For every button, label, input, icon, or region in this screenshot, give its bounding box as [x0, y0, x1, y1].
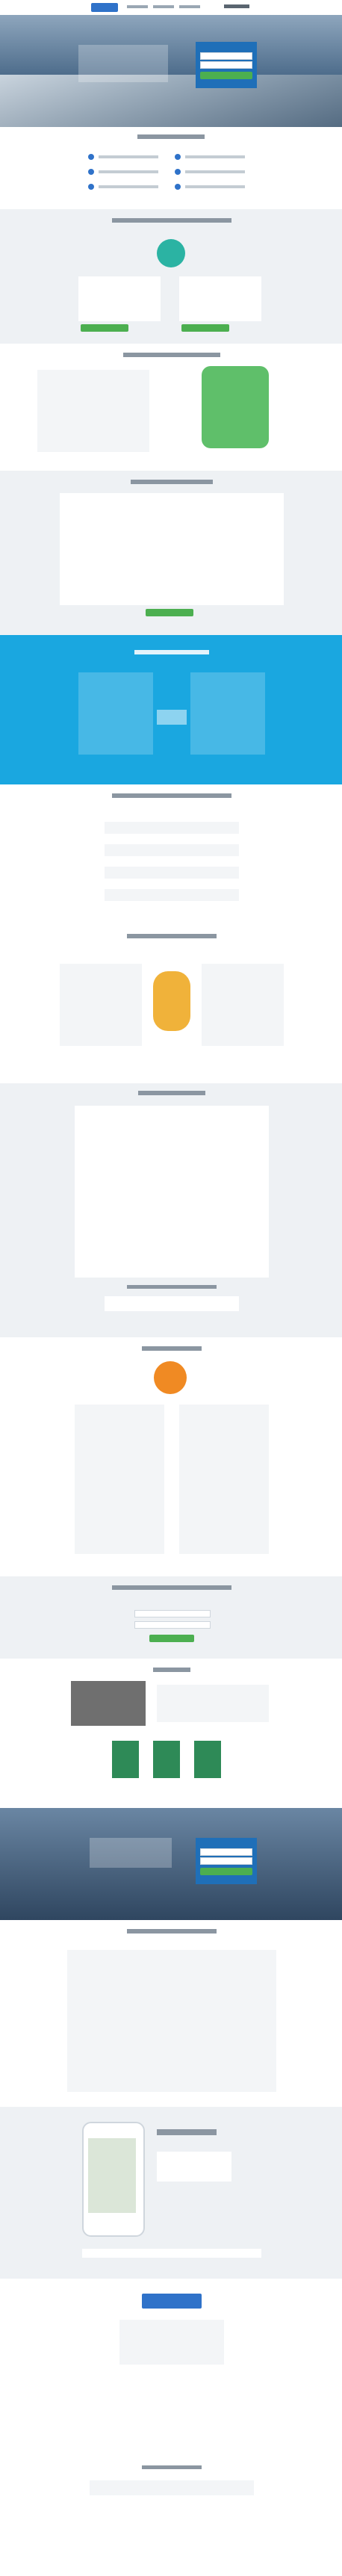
cost-section	[0, 1337, 342, 1576]
section-title	[138, 1091, 205, 1095]
cta-form	[196, 1838, 257, 1884]
certificate	[153, 1741, 180, 1778]
scheme-button[interactable]	[146, 609, 193, 616]
solution-icon	[157, 239, 185, 267]
process-section	[0, 784, 342, 926]
service-text	[99, 155, 158, 158]
logo[interactable]	[91, 3, 118, 12]
nav-link[interactable]	[127, 5, 148, 8]
consultation-section	[0, 1576, 342, 1659]
cost-column	[179, 1405, 269, 1554]
section-title	[112, 793, 231, 798]
social-icons	[82, 2249, 261, 2258]
footer	[0, 2279, 342, 2576]
solutions-section	[0, 209, 342, 344]
service-text	[185, 185, 245, 188]
solution-column	[78, 276, 161, 321]
solution-button[interactable]	[181, 324, 229, 332]
cost-column	[75, 1405, 164, 1554]
partners-title	[127, 1285, 217, 1289]
process-step	[105, 889, 239, 901]
cta-name-field[interactable]	[200, 1848, 252, 1856]
hero-mountains	[0, 75, 342, 127]
section-title	[134, 650, 209, 654]
service-text	[99, 185, 158, 188]
team-photo	[71, 1681, 146, 1726]
partners-logos	[105, 1296, 239, 1311]
result-list-right	[190, 672, 265, 755]
top-nav	[0, 0, 342, 16]
phone-field[interactable]	[200, 61, 252, 69]
section-title	[142, 1346, 202, 1351]
scheme-section	[0, 471, 342, 635]
cta-phone-field[interactable]	[200, 1857, 252, 1865]
services-section	[0, 127, 342, 209]
cta-submit-button[interactable]	[200, 1868, 252, 1875]
contacts-info	[157, 2152, 231, 2182]
process-step	[105, 844, 239, 856]
coin-icon	[154, 1361, 187, 1394]
risk-illustration	[153, 971, 190, 1031]
service-icon	[175, 154, 181, 160]
certificate	[112, 1741, 139, 1778]
consult-phone-field[interactable]	[134, 1621, 211, 1629]
risk-list-left	[60, 964, 142, 1046]
service-icon	[175, 169, 181, 175]
cta-section	[0, 1808, 342, 1920]
advantages-section	[0, 1083, 342, 1337]
section-title	[127, 934, 217, 938]
scheme-diagram	[60, 493, 284, 605]
section-title	[153, 1668, 190, 1672]
nav-link[interactable]	[179, 5, 200, 8]
partners-title	[142, 2465, 202, 2469]
footer-text	[119, 2320, 224, 2365]
phone-illustration	[202, 366, 269, 448]
advantage-grid	[75, 1106, 269, 1278]
section-title	[112, 1585, 231, 1590]
paper-plane-icon	[157, 710, 187, 725]
section-title	[112, 218, 231, 223]
result-section	[0, 635, 342, 784]
solution-column	[179, 276, 261, 321]
solution-button[interactable]	[81, 324, 128, 332]
requirements-list	[37, 370, 149, 452]
faq-grid	[67, 1950, 276, 2092]
section-title	[127, 1929, 217, 1933]
footer-logo[interactable]	[142, 2294, 202, 2309]
service-text	[185, 155, 245, 158]
contacts-title	[157, 2129, 217, 2135]
partner-logos	[90, 2480, 254, 2495]
nav-link[interactable]	[153, 5, 174, 8]
risk-list-right	[202, 964, 284, 1046]
hero-headline	[78, 45, 168, 82]
hero	[0, 15, 342, 127]
faq-section	[0, 1920, 342, 2107]
requirements-section	[0, 344, 342, 471]
about-text	[157, 1685, 269, 1722]
phone-number[interactable]	[224, 4, 249, 8]
service-text	[185, 170, 245, 173]
result-list-left	[78, 672, 153, 755]
submit-button[interactable]	[200, 72, 252, 79]
phone-mockup	[82, 2122, 145, 2237]
consult-submit-button[interactable]	[149, 1635, 194, 1642]
process-step	[105, 867, 239, 879]
cta-headline	[90, 1838, 172, 1868]
map[interactable]	[88, 2138, 136, 2213]
service-text	[99, 170, 158, 173]
service-icon	[88, 154, 94, 160]
consult-name-field[interactable]	[134, 1610, 211, 1617]
name-field[interactable]	[200, 52, 252, 60]
service-icon	[175, 184, 181, 190]
section-title	[131, 480, 213, 484]
contacts-section	[0, 2107, 342, 2279]
lead-form	[196, 42, 257, 88]
certificate	[194, 1741, 221, 1778]
process-step	[105, 822, 239, 834]
service-icon	[88, 184, 94, 190]
section-title	[137, 134, 205, 139]
service-icon	[88, 169, 94, 175]
about-section	[0, 1659, 342, 1808]
section-title	[123, 353, 220, 357]
risks-section	[0, 926, 342, 1083]
